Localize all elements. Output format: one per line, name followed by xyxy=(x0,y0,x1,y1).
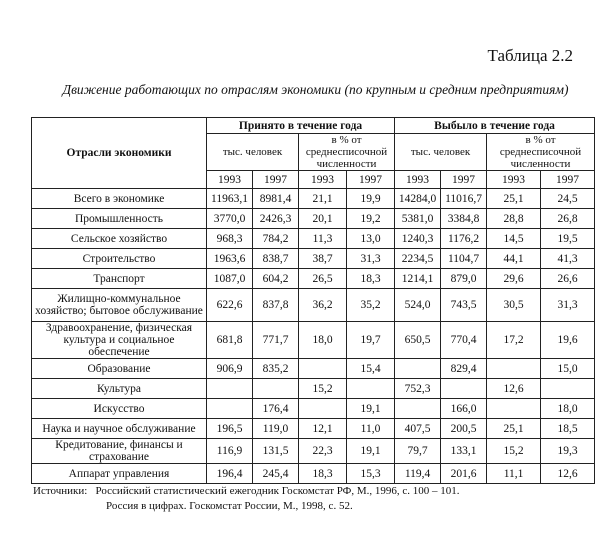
value-cell: 201,6 xyxy=(441,464,487,484)
table-row xyxy=(32,322,595,359)
header-hired-percent: в % от среднесписочной численности xyxy=(299,134,395,171)
header-hired-thousands: тыс. человек xyxy=(207,134,299,171)
value-cell: 41,3 xyxy=(541,249,595,269)
value-cell: 13,0 xyxy=(347,229,395,249)
value-cell: 15,3 xyxy=(347,464,395,484)
value-cell: 604,2 xyxy=(253,269,299,289)
table-row xyxy=(32,269,595,289)
value-cell: 79,7 xyxy=(395,439,441,464)
value-cell: 19,7 xyxy=(347,322,395,359)
value-cell: 119,0 xyxy=(253,419,299,439)
year-header: 1993 xyxy=(487,171,541,189)
value-cell: 12,6 xyxy=(541,464,595,484)
value-cell: 12,6 xyxy=(487,379,541,399)
sector-name: Здравоохранение, физическая культура и социальное обеспечение xyxy=(32,322,207,359)
value-cell xyxy=(207,379,253,399)
value-cell: 2426,3 xyxy=(253,209,299,229)
year-header: 1997 xyxy=(253,171,299,189)
value-cell: 26,8 xyxy=(541,209,595,229)
sector-name: Строительство xyxy=(32,249,207,269)
value-cell: 1214,1 xyxy=(395,269,441,289)
table-row xyxy=(32,249,595,269)
sector-name: Искусство xyxy=(32,399,207,419)
value-cell: 19,6 xyxy=(541,322,595,359)
sector-name: Наука и научное обслуживание xyxy=(32,419,207,439)
value-cell: 176,4 xyxy=(253,399,299,419)
value-cell xyxy=(299,399,347,419)
value-cell: 38,7 xyxy=(299,249,347,269)
value-cell: 28,8 xyxy=(487,209,541,229)
value-cell: 8981,4 xyxy=(253,189,299,209)
value-cell: 11,1 xyxy=(487,464,541,484)
value-cell: 11,0 xyxy=(347,419,395,439)
table-row xyxy=(32,229,595,249)
value-cell: 200,5 xyxy=(441,419,487,439)
value-cell: 19,1 xyxy=(347,399,395,419)
value-cell xyxy=(441,379,487,399)
value-cell: 19,1 xyxy=(347,439,395,464)
value-cell: 22,3 xyxy=(299,439,347,464)
value-cell: 18,3 xyxy=(299,464,347,484)
value-cell xyxy=(299,359,347,379)
value-cell: 770,4 xyxy=(441,322,487,359)
value-cell: 743,5 xyxy=(441,289,487,322)
value-cell: 2234,5 xyxy=(395,249,441,269)
value-cell: 968,3 xyxy=(207,229,253,249)
value-cell: 407,5 xyxy=(395,419,441,439)
sector-name: Транспорт xyxy=(32,269,207,289)
year-header: 1993 xyxy=(299,171,347,189)
sector-name: Кредитование, финансы и страхование xyxy=(32,439,207,464)
year-header: 1997 xyxy=(541,171,595,189)
value-cell: 5381,0 xyxy=(395,209,441,229)
table-row xyxy=(32,379,595,399)
value-cell xyxy=(541,379,595,399)
value-cell: 25,1 xyxy=(487,189,541,209)
value-cell: 26,6 xyxy=(541,269,595,289)
table-row xyxy=(32,189,595,209)
value-cell: 1963,6 xyxy=(207,249,253,269)
value-cell: 906,9 xyxy=(207,359,253,379)
value-cell: 1087,0 xyxy=(207,269,253,289)
header-left-thousands: тыс. человек xyxy=(395,134,487,171)
value-cell: 15,0 xyxy=(541,359,595,379)
value-cell: 19,9 xyxy=(347,189,395,209)
value-cell: 784,2 xyxy=(253,229,299,249)
value-cell xyxy=(395,359,441,379)
value-cell: 17,2 xyxy=(487,322,541,359)
value-cell: 11,3 xyxy=(299,229,347,249)
sources-line-2: Россия в цифрах. Госкомстат России, М., 1998, с. 52. xyxy=(106,500,353,512)
value-cell: 3384,8 xyxy=(441,209,487,229)
header-hired: Принято в течение года xyxy=(207,118,395,134)
value-cell: 835,2 xyxy=(253,359,299,379)
value-cell: 524,0 xyxy=(395,289,441,322)
value-cell: 26,5 xyxy=(299,269,347,289)
header-left-percent: в % от среднесписочной численности xyxy=(487,134,595,171)
value-cell: 21,1 xyxy=(299,189,347,209)
year-header: 1993 xyxy=(395,171,441,189)
value-cell: 622,6 xyxy=(207,289,253,322)
year-header: 1993 xyxy=(207,171,253,189)
header-sector: Отрасли экономики xyxy=(32,118,207,189)
value-cell: 196,5 xyxy=(207,419,253,439)
value-cell: 19,3 xyxy=(541,439,595,464)
value-cell: 196,4 xyxy=(207,464,253,484)
sector-name: Сельское хозяйство xyxy=(32,229,207,249)
year-header: 1997 xyxy=(347,171,395,189)
value-cell: 1176,2 xyxy=(441,229,487,249)
sector-name: Образование xyxy=(32,359,207,379)
value-cell: 30,5 xyxy=(487,289,541,322)
value-cell: 31,3 xyxy=(347,249,395,269)
value-cell: 3770,0 xyxy=(207,209,253,229)
sources-label: Источники: xyxy=(33,485,88,497)
value-cell: 29,6 xyxy=(487,269,541,289)
value-cell: 25,1 xyxy=(487,419,541,439)
sector-name: Аппарат управления xyxy=(32,464,207,484)
table-row xyxy=(32,464,595,484)
value-cell: 133,1 xyxy=(441,439,487,464)
value-cell: 14,5 xyxy=(487,229,541,249)
value-cell xyxy=(253,379,299,399)
value-cell: 650,5 xyxy=(395,322,441,359)
header-left: Выбыло в течение года xyxy=(395,118,595,134)
value-cell: 11963,1 xyxy=(207,189,253,209)
value-cell: 681,8 xyxy=(207,322,253,359)
value-cell: 15,2 xyxy=(299,379,347,399)
value-cell xyxy=(487,399,541,419)
value-cell: 166,0 xyxy=(441,399,487,419)
value-cell: 35,2 xyxy=(347,289,395,322)
sources-line-1: Российский статистический ежегодник Госкомстат РФ, М., 1996, с. 100 – 101. xyxy=(95,485,460,497)
value-cell: 36,2 xyxy=(299,289,347,322)
year-header: 1997 xyxy=(441,171,487,189)
sector-name: Жилищно-коммунальное хозяйство; бытовое обслуживание xyxy=(32,289,207,322)
value-cell: 131,5 xyxy=(253,439,299,464)
value-cell: 245,4 xyxy=(253,464,299,484)
value-cell: 14284,0 xyxy=(395,189,441,209)
sector-name: Всего в экономике xyxy=(32,189,207,209)
value-cell: 18,3 xyxy=(347,269,395,289)
value-cell: 24,5 xyxy=(541,189,595,209)
table-row xyxy=(32,359,595,379)
sector-name: Культура xyxy=(32,379,207,399)
table-row xyxy=(32,289,595,322)
value-cell: 15,4 xyxy=(347,359,395,379)
value-cell: 31,3 xyxy=(541,289,595,322)
value-cell: 119,4 xyxy=(395,464,441,484)
value-cell: 18,0 xyxy=(299,322,347,359)
value-cell xyxy=(207,399,253,419)
table-caption: Движение работающих по отраслям экономики (по крупным и средним предприятиям) xyxy=(62,82,569,97)
value-cell: 11016,7 xyxy=(441,189,487,209)
value-cell xyxy=(395,399,441,419)
value-cell xyxy=(347,379,395,399)
value-cell: 15,2 xyxy=(487,439,541,464)
table-row xyxy=(32,439,595,464)
sources xyxy=(33,484,460,514)
value-cell: 771,7 xyxy=(253,322,299,359)
value-cell: 116,9 xyxy=(207,439,253,464)
value-cell: 44,1 xyxy=(487,249,541,269)
value-cell: 1240,3 xyxy=(395,229,441,249)
value-cell: 879,0 xyxy=(441,269,487,289)
value-cell: 837,8 xyxy=(253,289,299,322)
table-row xyxy=(32,209,595,229)
value-cell: 838,7 xyxy=(253,249,299,269)
value-cell: 20,1 xyxy=(299,209,347,229)
value-cell: 829,4 xyxy=(441,359,487,379)
value-cell xyxy=(487,359,541,379)
table-row xyxy=(32,399,595,419)
sector-name: Промышленность xyxy=(32,209,207,229)
table-label: Таблица 2.2 xyxy=(487,46,573,65)
value-cell: 1104,7 xyxy=(441,249,487,269)
value-cell: 752,3 xyxy=(395,379,441,399)
table-row xyxy=(32,419,595,439)
employment-table xyxy=(31,117,595,484)
value-cell: 18,0 xyxy=(541,399,595,419)
value-cell: 12,1 xyxy=(299,419,347,439)
value-cell: 19,2 xyxy=(347,209,395,229)
value-cell: 18,5 xyxy=(541,419,595,439)
value-cell: 19,5 xyxy=(541,229,595,249)
